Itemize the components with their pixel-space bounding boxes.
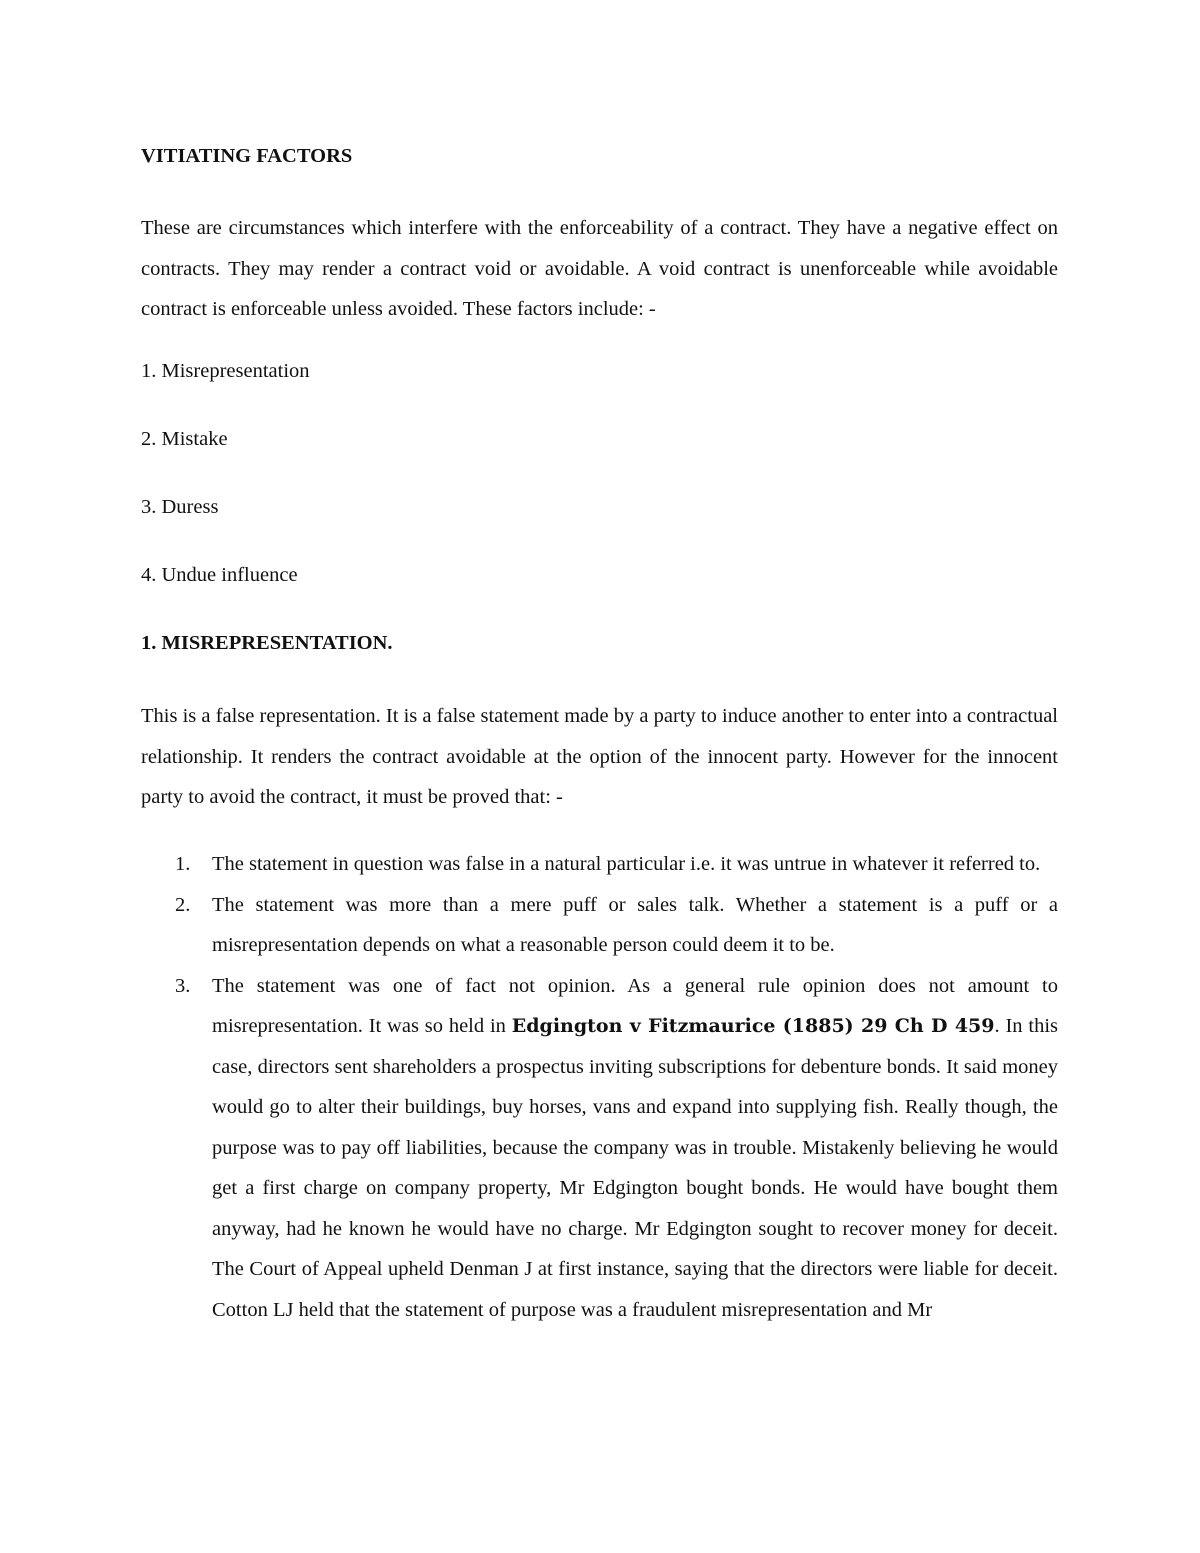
requirements-list <box>141 844 1058 1330</box>
list-number: 2. <box>175 893 191 916</box>
section-intro-paragraph: This is a false representation. It is a false statement made by a party to induce another to enter into a contractual relationship. It renders the contract avoidable at the option of the innocent party. However for the innocent party to avoid the contract, it must be proved that: - <box>141 705 1058 808</box>
factor-item: 1. Misrepresentation <box>141 360 310 382</box>
intro-paragraph: These are circumstances which interfere with the enforceability of a contract. They have a negative effect on contracts. They may render a contract void or avoidable. A void contract is unenforceable while avoidable contract is enforceable unless avoided. These factors include: - <box>141 217 1058 320</box>
document-heading: VITIATING FACTORS <box>141 145 353 167</box>
case-citation: Edgington v Fitzmaurice (1885) 29 Ch D 459 <box>511 1015 995 1037</box>
list-number: 3. <box>175 974 191 997</box>
list-item-text-after: . In this case, directors sent shareholders a prospectus inviting subscriptions for debenture bonds. It said money would go to alter their buildings, buy horses, vans and expand into supplying fish. Really though, the purpose was to pay off liabilities, because the company was in trouble. Mistakenly believing he would get a first charge on company property, Mr Edgington bought bonds. He would have bought them anyway, had he known he would have no charge. Mr Edgington sought to recover money for deceit. The Court of Appeal upheld Denman J at first instance, saying that the directors were liable for deceit. Cotton LJ held that the statement of purpose was a fraudulent misrepresentation and Mr <box>212 1015 1058 1321</box>
factor-item: 4. Undue influence <box>141 564 298 586</box>
list-item <box>141 885 1058 966</box>
list-item-text-before: The statement was one of fact not opinion. As a general rule opinion does not amount to misrepresentation. It was so held in <box>212 974 1058 1037</box>
section-title: 1. MISREPRESENTATION. <box>141 632 393 654</box>
factor-item: 2. Mistake <box>141 428 228 450</box>
list-item <box>141 966 1058 1331</box>
list-item <box>141 844 1058 885</box>
list-number: 1. <box>175 853 191 875</box>
list-item-text: The statement was more than a mere puff or sales talk. Whether a statement is a puff or a misrepresentation depends on what a reasonable person could deem it to be. <box>212 893 1058 956</box>
list-item-text: The statement in question was false in a natural particular i.e. it was untrue in whatever it referred to. <box>212 853 1041 875</box>
factor-item: 3. Duress <box>141 496 219 518</box>
